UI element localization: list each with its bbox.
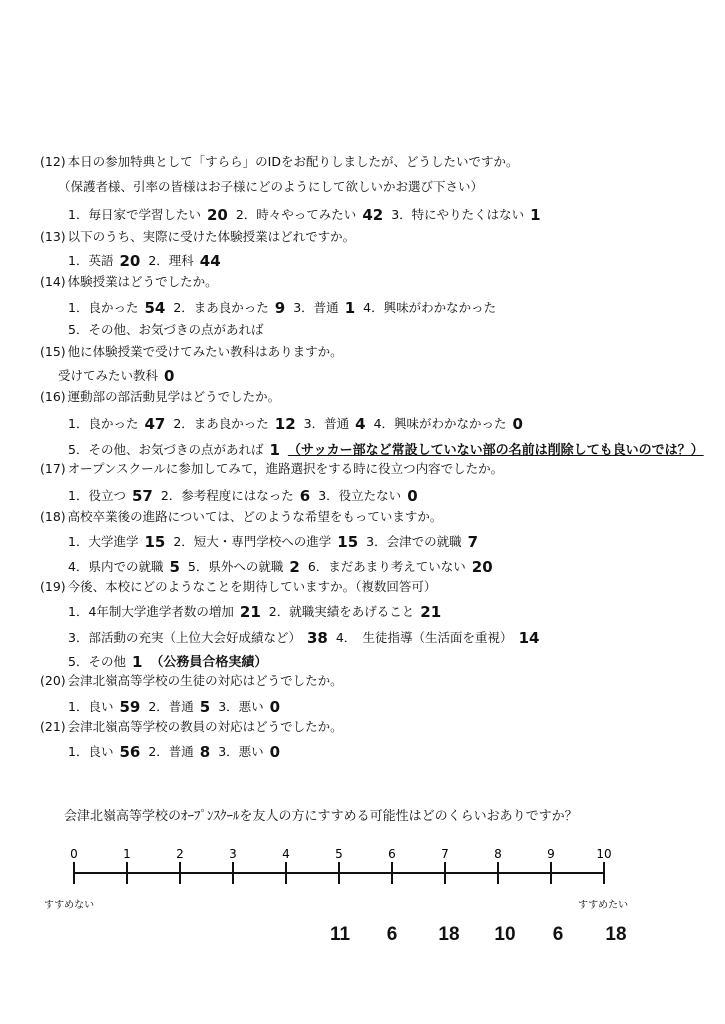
question-text: 会津北嶺高等学校の教員の対応はどうでしたか。 — [67, 719, 343, 734]
option-count: 2 — [289, 558, 300, 576]
question-line — [40, 273, 218, 291]
option-label: 2．短大・専門学校への進学 — [173, 534, 332, 549]
option-label: 1．英語 — [68, 253, 114, 268]
option-note: （サッカー部など常設していない部の名前は削除しても良いのでは？） — [287, 443, 704, 458]
question-line — [40, 388, 280, 406]
option-label: 6．まだあまり考えていない — [307, 559, 466, 574]
answer-row — [68, 251, 229, 269]
option-count: 0 — [512, 415, 523, 433]
scale-tick-label: 9 — [547, 847, 555, 861]
option-label: 3．会津での就職 — [366, 534, 462, 549]
option-label: 3．部活動の充実（上位大会好成績など） — [68, 630, 301, 645]
question-number: (19) — [40, 579, 66, 594]
scale-count: 6 — [552, 924, 564, 945]
option-label: 2．就職実績をあげること — [268, 604, 415, 619]
answer-row — [68, 205, 549, 223]
option-count: 1 — [269, 441, 280, 459]
question-number: (14) — [40, 274, 66, 289]
scale-count: 11 — [329, 924, 351, 945]
question-text: 会津北嶺高等学校の生徒の対応はどうでしたか。 — [67, 673, 343, 688]
answer-row — [68, 298, 512, 316]
option-count: 0 — [164, 367, 175, 385]
question-text: 今後、本校にどのようなことを期待していますか。（複数回答可） — [67, 579, 437, 594]
answer-row — [68, 652, 267, 670]
question-line — [40, 153, 519, 171]
option-count: 0 — [269, 743, 281, 761]
option-count: 15 — [337, 533, 359, 551]
option-label: 5．その他、お気づきの点があれば — [68, 322, 264, 337]
question-number: (17) — [40, 461, 66, 476]
scale-tick-label: 4 — [282, 847, 290, 861]
option-label: 2．まあ良かった — [173, 416, 269, 431]
option-label: 4．県内での就職 — [68, 559, 164, 574]
option-note: （公務員合格実績） — [150, 655, 268, 670]
option-label: 3．普通 — [293, 300, 339, 315]
question-text: 本日の参加特典として「すらら」のIDをお配りしましたが、どうしたいですか。 — [67, 154, 519, 169]
scale-tick-label: 8 — [494, 847, 502, 861]
answer-row — [68, 697, 288, 715]
option-label: 2．時々やってみたい — [235, 207, 357, 222]
option-label: 3．悪い — [218, 744, 264, 759]
scale-tick-label: 5 — [335, 847, 343, 861]
scale-tick-label: 1 — [123, 847, 131, 861]
option-count: 56 — [119, 743, 141, 761]
option-label: 1．良かった — [68, 300, 139, 315]
question-text: 高校卒業後の進路については、どのような希望をもっていますか。 — [67, 509, 443, 524]
option-label: 1．役立つ — [68, 488, 126, 503]
question-text: オープンスクールに参加してみて，進路選択をする時に役立つ内容でしたか。 — [67, 461, 504, 476]
option-count: 21 — [239, 603, 261, 621]
option-label: 2．参考程度にはなった — [160, 488, 294, 503]
option-label: 4．興味がわかなかった — [373, 416, 507, 431]
question-line — [40, 578, 436, 596]
option-label: 1．大学進学 — [68, 534, 139, 549]
question-line — [40, 343, 343, 361]
question-line — [40, 672, 343, 690]
option-count: 12 — [274, 415, 296, 433]
question-number: (15) — [40, 344, 66, 359]
question-line — [40, 460, 503, 478]
option-label: 3．悪い — [218, 699, 264, 714]
question-number: (21) — [40, 719, 66, 734]
answer-row — [68, 602, 449, 620]
option-count: 20 — [206, 206, 228, 224]
option-label: 3．特にやりたくはない — [391, 207, 525, 222]
scale-tick-label: 10 — [596, 847, 612, 861]
option-label: 2．普通 — [148, 744, 194, 759]
option-count: 1 — [131, 653, 143, 671]
question-number: (18) — [40, 509, 66, 524]
option-count: 21 — [420, 603, 442, 621]
answer-row — [68, 557, 501, 575]
option-label: 2．理科 — [148, 253, 194, 268]
option-count: 15 — [144, 533, 166, 551]
scale-question: 会津北嶺高等学校のｵｰﾌﾟﾝｽｸｰﾙを友人の方にすすめる可能性はどのくらいおありですか？ — [64, 809, 578, 824]
scale-count: 18 — [438, 924, 460, 945]
scale-count: 6 — [386, 924, 398, 945]
scale-count: 18 — [605, 924, 627, 945]
option-count: 0 — [407, 487, 418, 505]
option-label: 5．県外への就職 — [187, 559, 284, 574]
answer-row — [68, 486, 426, 504]
question-text: 他に体験授業で受けてみたい教科はありますか。 — [67, 344, 343, 359]
answer-row — [58, 366, 182, 384]
scale-right-label: すすめたい — [578, 900, 629, 911]
option-label: 2．普通 — [148, 699, 194, 714]
option-label: 1．良かった — [68, 416, 139, 431]
option-count: 5 — [199, 698, 211, 716]
option-label: 1．良い — [68, 744, 114, 759]
answer-row — [68, 742, 288, 760]
question-number: (16) — [40, 389, 66, 404]
option-count: 0 — [269, 698, 281, 716]
option-count: 1 — [530, 206, 541, 224]
option-count: 5 — [169, 558, 180, 576]
option-count: 42 — [362, 206, 384, 224]
scale-tick-label: 7 — [441, 847, 449, 861]
question-text: 体験授業はどうでしたか。 — [67, 274, 218, 289]
answer-row — [68, 321, 279, 339]
question-line — [40, 508, 442, 526]
answer-row — [68, 414, 531, 432]
option-label: 5．その他 — [68, 654, 126, 669]
option-count: 44 — [199, 252, 221, 270]
scale-tick-label: 6 — [388, 847, 396, 861]
option-count: 59 — [119, 698, 141, 716]
option-count: 1 — [344, 299, 356, 317]
question-line — [40, 228, 355, 246]
question-number: (20) — [40, 673, 66, 688]
option-label: 5．その他、お気づきの点があれば — [68, 442, 264, 457]
question-text: 運動部の部活動見学はどうでしたか。 — [67, 389, 281, 404]
answer-row — [68, 440, 704, 458]
option-count: 54 — [144, 299, 166, 317]
option-label: 3．普通 — [303, 416, 350, 431]
question-line — [40, 718, 343, 736]
option-count: 14 — [518, 629, 540, 647]
option-count: 9 — [274, 299, 286, 317]
scale-count: 10 — [494, 924, 516, 945]
option-count: 7 — [467, 533, 479, 551]
option-count: 6 — [299, 487, 311, 505]
option-label: 受けてみたい教科 — [58, 368, 159, 383]
option-label: 4．興味がわかなかった — [363, 300, 497, 315]
option-count: 38 — [306, 629, 328, 647]
question-text: 以下のうち、実際に受けた体験授業はどれですか。 — [67, 229, 356, 244]
option-count: 57 — [131, 487, 153, 505]
answer-row — [68, 532, 486, 550]
scale-left-label: すすめない — [44, 900, 95, 911]
option-label: 1．毎日家で学習したい — [68, 207, 201, 222]
option-label: 1．良い — [68, 699, 114, 714]
option-count: 47 — [144, 415, 166, 433]
scale-tick-label: 2 — [176, 847, 184, 861]
scale-tick-label: 3 — [229, 847, 237, 861]
option-count: 20 — [471, 558, 493, 576]
option-label: 1．4年制大学進学者数の増加 — [68, 604, 234, 619]
option-count: 4 — [355, 415, 366, 433]
question-subtext: （保護者様、引率の皆様はお子様にどのようにして欲しいかお選び下さい） — [58, 179, 484, 194]
option-count: 8 — [199, 743, 211, 761]
option-label: 3．役立たない — [318, 488, 402, 503]
scale-tick-label: 0 — [70, 847, 78, 861]
question-number: (13) — [40, 229, 66, 244]
answer-row — [68, 628, 547, 646]
option-count: 20 — [119, 252, 141, 270]
option-label: 4． 生徒指導（生活面を重視） — [335, 630, 513, 645]
option-label: 2．まあ良かった — [173, 300, 269, 315]
question-number: (12) — [40, 154, 66, 169]
